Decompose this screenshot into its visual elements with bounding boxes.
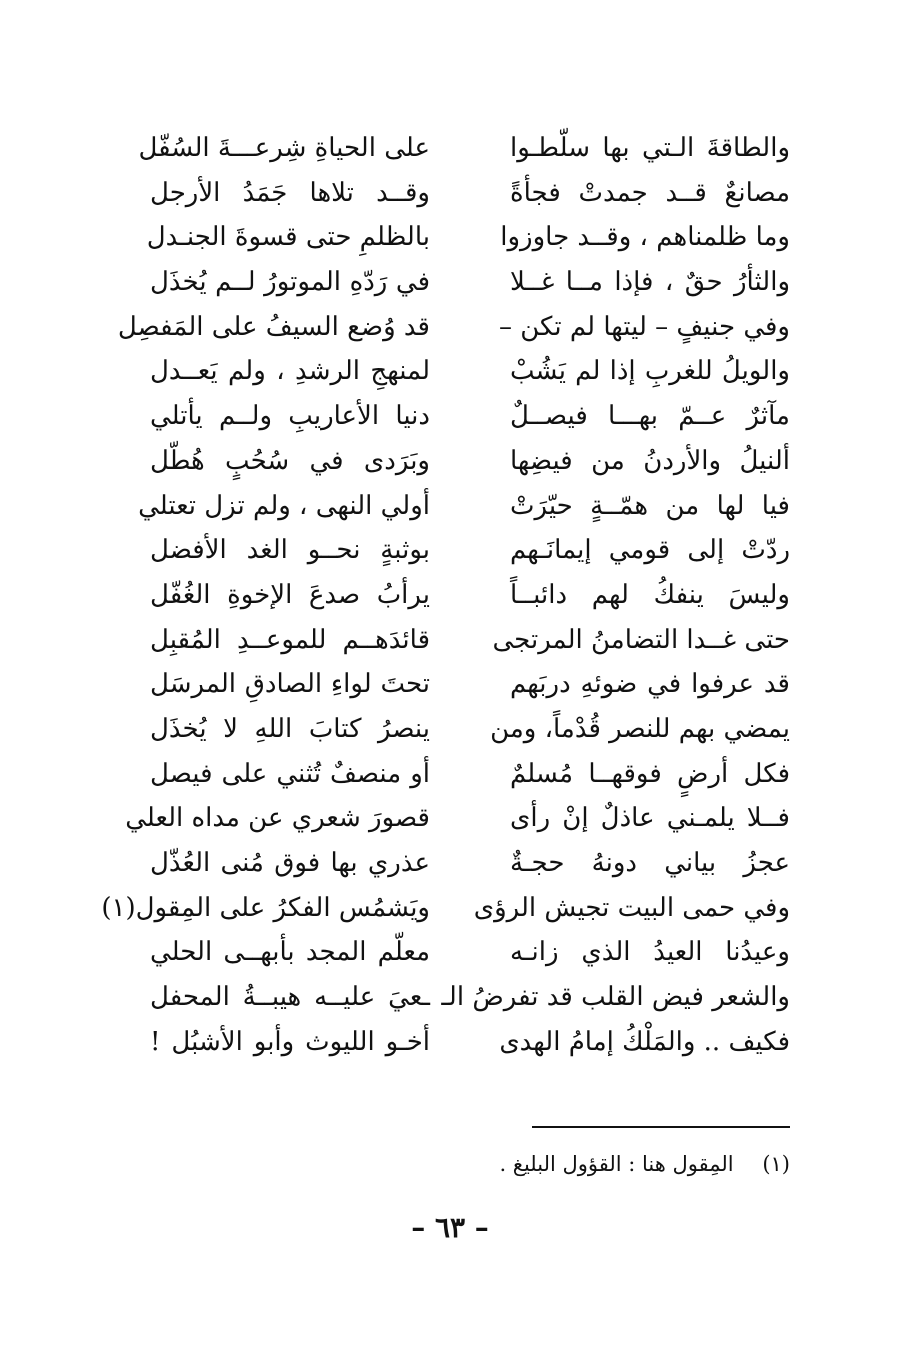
verse-first-hemistich-line: حتى غــدا التضامنُ المرتجى [492, 624, 790, 655]
verse-second-hemistich-line: معلّم المجد بأبهــى الحلي [150, 937, 430, 968]
verse-first-hemistich-line: فكيف .. والمَلْكُ إمامُ الهدى [499, 1026, 790, 1057]
footnote-divider [532, 1126, 790, 1128]
verse-second-hemistich-line: قصورَ شعري عن مداه العلي [125, 803, 430, 834]
verse-first-hemistich-line: ألنيلُ والأردنُ من فيضِها [510, 445, 790, 476]
verse-second-hemistich-line: تحتَ لواءِ الصادقِ المرسَل [150, 669, 430, 700]
verse-second-hemistich-line: أخـو الليوث وأبو الأشبُل ! [150, 1026, 430, 1057]
verse-first-hemistich-line: وعيدُنا العيدُ الذي زانـه [510, 937, 790, 968]
verse-second-hemistich-line: بوثبةٍ نحــو الغد الأفضل [150, 535, 430, 566]
poem-right-column [441, 126, 790, 1064]
verse-second-hemistich-line: ينصرُ كتابَ اللهِ لا يُخذَل [150, 713, 430, 744]
verse-first-hemistich-line: والطاقةَ الـتي بها سلّطـوا [510, 133, 790, 163]
verse-second-hemistich-line: بالظلمِ حتى قسوةَ الجنـدل [146, 222, 430, 253]
verse-second-hemistich-line: قائدَهــم للموعــدِ المُقبِل [150, 624, 430, 655]
verse-second-hemistich-line: دنيا الأعاريبِ ولــم يأتلي [150, 401, 430, 432]
footnote-marker: (١) [762, 1152, 790, 1176]
verse-first-hemistich-line: وفي حمى البيت تجيش الرؤى [473, 892, 790, 923]
verse-second-hemistich-line: وبَرَدى في سُحُبٍ هُطّل [150, 445, 430, 476]
verse-first-hemistich-line: وليسَ ينفكُ لهم دائبــاً [510, 579, 790, 610]
verse-first-hemistich-line: وفي جنيفٍ – ليتها لم تكن – [498, 311, 790, 342]
verse-first-hemistich-line: فكل أرضٍ فوقهــا مُسلمٌ [510, 758, 790, 789]
verse-second-hemistich-line: أو منصفٌ تُثني على فيصل [150, 758, 430, 789]
page-number: – ٦٣ – [411, 1211, 489, 1244]
verse-second-hemistich-line: ويَشمُس الفكرُ على المِقول(١) [101, 892, 430, 923]
verse-second-hemistich-line: في رَدّهِ الموتورُ لــم يُخذَل [150, 267, 430, 298]
verse-first-hemistich-line: قد عرفوا في ضوئهِ دربَهم [510, 669, 790, 700]
verse-second-hemistich-line: عذري بها فوق مُنى العُذّل [150, 848, 430, 878]
verse-first-hemistich-line: والويلُ للغربِ إذا لم يَشُبْ [510, 356, 790, 387]
verse-first-hemistich-line: والثأرُ حقٌ ، فإذا مــا غــلا [510, 267, 790, 298]
footnote-text: المِقول هنا : القؤول البليغ . [499, 1152, 734, 1176]
verse-second-hemistich-line: ـعيَ عليــه هيبــةُ المحفل [150, 982, 430, 1013]
verse-second-hemistich-line: قد وُضع السيفُ على المَفصِل [117, 311, 430, 342]
verse-second-hemistich-line: وقــد تلاها جَمَدُ الأرجل [150, 177, 430, 208]
footnote [290, 1149, 790, 1179]
verse-first-hemistich-line: ردّتْ إلى قومي إيمانَـهم [510, 535, 790, 566]
verse-first-hemistich-line: فيا لها من همّــةٍ حيّرَتْ [510, 490, 790, 521]
verse-first-hemistich-line: عجزُ بياني دونهُ حجـةٌ [510, 848, 790, 878]
verse-first-hemistich-line: مصانعٌ قــد جمدتْ فجأةً [510, 177, 790, 208]
verse-first-hemistich-line: والشعر فيض القلب قد تفرضُ الـ [441, 982, 790, 1013]
poem-left-column [101, 126, 430, 1064]
verse-second-hemistich-line: أولي النهى ، ولم تزل تعتلي [138, 490, 430, 521]
verse-first-hemistich-line: وما ظلمناهم ، وقــد جاوزوا [500, 222, 790, 253]
verse-second-hemistich-line: على الحياةِ شِرعـــةَ السُفّل [138, 133, 430, 163]
verse-first-hemistich-line: مآثرٌ عــمّ بهـــا فيصــلٌ [510, 401, 790, 432]
poem-body [101, 126, 790, 1064]
verse-first-hemistich-line: يمضي بهم للنصر قُدْماً، ومن [490, 713, 790, 744]
verse-second-hemistich-line: يرأبُ صدعَ الإخوةِ الغُفّل [150, 579, 430, 610]
verse-first-hemistich-line: فــلا يلمـني عاذلٌ إنْ رأى [510, 803, 790, 834]
verse-second-hemistich-line: لمنهجِ الرشدِ ، ولم يَعــدل [150, 356, 430, 387]
